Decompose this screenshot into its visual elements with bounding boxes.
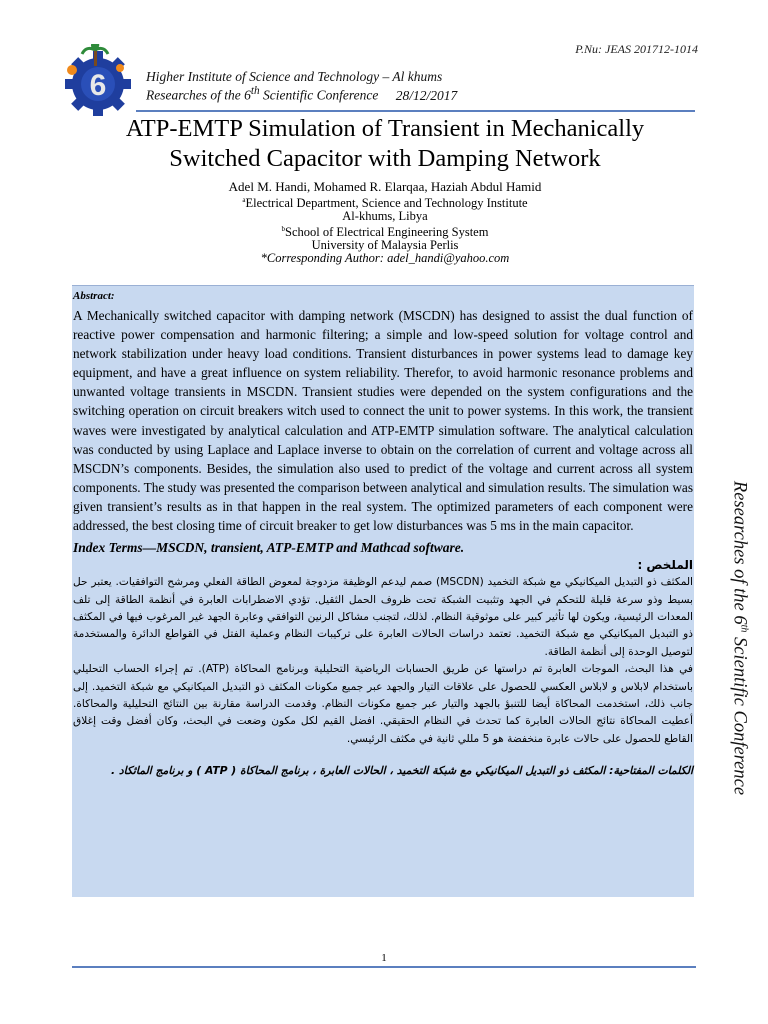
institute-name: Higher Institute of Science and Technology – Al khums bbox=[146, 69, 443, 84]
title-line-2: Switched Capacitor with Damping Network bbox=[169, 145, 601, 172]
side-conference-label bbox=[724, 468, 754, 808]
conference-line bbox=[146, 85, 457, 104]
title-line-1: ATP-EMTP Simulation of Transient in Mechanically bbox=[125, 115, 645, 142]
conference-suffix: Scientific Conference bbox=[259, 87, 379, 103]
affiliation-a-text: Electrical Department, Science and Technology Institute bbox=[245, 196, 528, 211]
arabic-abstract-paragraph-2: في هذا البحث، الموجات العابرة تم دراستها عن طريق الحسابات الرياضية التحليلية وبرنامج المحاكاة (ATP). تم إجراء الحساب التحليلي باستخدام لابلاس و لابلاس العكسي للحصول على علاقات التيار والجهد عبر جميع مكونات المكثف ذو التبديل الميكانيكي مع شبكة التخميد. إلى جانب ذلك، استخدمت المحاكاة أيضا للتنبؤ بالجهد والتيار عبر جميع مكونات النظام. وقدمت الدراسة مقارنة بين النتائج التحليلية والمحاكاة. أعطيت المحاكاة نتائج الحالات العابرة كما تحدث في النظام الحقيقي. افضل القيم لكل مكون وضعت في البحث، وكان أفضل وقت إغلاق القاطع للحصول على حالات عابرة منخفضة هو 5 مللي ثانية في مكثف الرئيسي. bbox=[73, 663, 693, 745]
side-prefix: Researches of the 6 bbox=[729, 480, 750, 625]
conference-logo-icon bbox=[60, 44, 132, 116]
corresponding-author: *Corresponding Author: adel_handi@yahoo.com bbox=[260, 251, 510, 266]
affiliation-b-mark: b bbox=[281, 225, 286, 234]
paper-title bbox=[70, 114, 700, 174]
svg-text:6: 6 bbox=[89, 69, 107, 102]
affiliation-a-mark: a bbox=[242, 196, 246, 204]
side-conference-text bbox=[728, 481, 749, 795]
conference-sup: th bbox=[250, 85, 260, 97]
abstract-text: A Mechanically switched capacitor with damping network (MSCDN) has designed to assist the dual function of reactive power compensation and harmonic filtering; a simple and low-speed solution for voltage control and network stabilization under heavy load conditions. Transient disturbances in power systems lead to damage key equipment, and have a great influence on system reliability. Therefor, to avoid harmonic resonance problems and unwanted voltage transients in MSCDN. Transient studies were depended on the system configurations and the switching operation on circuit breakers witch used to connect the unit to power systems. In this work, the transient waves were investigated by analytical calculation and ATP-EMTP simulation software. The analytical calculation was conducted by using Laplace and Laplace inverse to obtain on the correlation of current and voltage across all MSCDN’s components. Besides, the simulation also used to predict of the voltage and current across all system components. The study was presented the comparison between analytical and simulation results. The simulation was given transient’s results as in that happen in the real system. The optimized parameters of each component were addressed, the best closing time of circuit breaker to get low disturbances was 5 ms in the main capacitor. bbox=[73, 308, 693, 534]
author-names: Adel M. Handi, Mohamed R. Elarqaa, Haziah Abdul Hamid bbox=[228, 179, 542, 194]
author-block bbox=[70, 180, 700, 265]
abstract-box bbox=[72, 285, 694, 897]
arabic-abstract-label: الملخص : bbox=[637, 558, 693, 573]
conference-date: 28/12/2017 bbox=[395, 87, 458, 103]
footer-rule bbox=[72, 966, 696, 968]
affiliation-a bbox=[70, 194, 700, 210]
index-terms: Index Terms—MSCDN, transient, ATP-EMTP and Mathcad software. bbox=[73, 540, 465, 556]
affiliation-b-university: University of Malaysia Perlis bbox=[311, 238, 459, 253]
side-suffix: Scientific Conference bbox=[729, 632, 750, 796]
pnu-label: P.Nu: JEAS 201712-1014 bbox=[575, 42, 698, 56]
arabic-abstract-paragraph-1: المكثف ذو التبديل الميكانيكي مع شبكة التخميد (MSCDN) صمم ليدعم الوظيفة مزدوجة لمعوض الطاقة الفعلي ومرشح التوافقيات. يعتبر حل بسيط وذو سرعة قليلة للتحكم في الجهد وتثبيت الشبكة تحت ظروف الحمل الثقيل. تؤدي الاضطرابات العابرة في أنظمة الطاقة إلى تلف المعدات الرئيسية، ويكون لها تأثير كبير على موثوقية النظام. لذلك، لتجنب مشاكل الرنين التوافقي وعابرة الجهد غير المرغوب فيها في المكثف ذو التبديل الميكانيكي مع شبكة التخميد. تعتمد دراسات الحالات العابرة على تركيبات النظام وعملية الفتل في القواطع الدائرة والمستخدمة لتوصيل الوحدة إلى أنظمة الطاقة. bbox=[73, 576, 693, 658]
abstract-label: Abstract: bbox=[73, 290, 115, 302]
header-rule bbox=[136, 110, 695, 112]
affiliation-a-city: Al-khums, Libya bbox=[342, 209, 428, 224]
arabic-keywords: الكلمات المفتاحية: المكثف ذو التبديل الميكانيكي مع شبكة التخميد ، الحالات العابرة ، برنامج المحاكاة ( ATP ) و برنامج الماثكاد . bbox=[110, 764, 693, 778]
page-number: 1 bbox=[381, 952, 387, 964]
side-sup: th bbox=[738, 624, 750, 633]
affiliation-b bbox=[70, 223, 700, 239]
affiliation-b-text: School of Electrical Engineering System bbox=[285, 225, 489, 240]
conference-prefix: Researches of the 6 bbox=[146, 87, 251, 103]
